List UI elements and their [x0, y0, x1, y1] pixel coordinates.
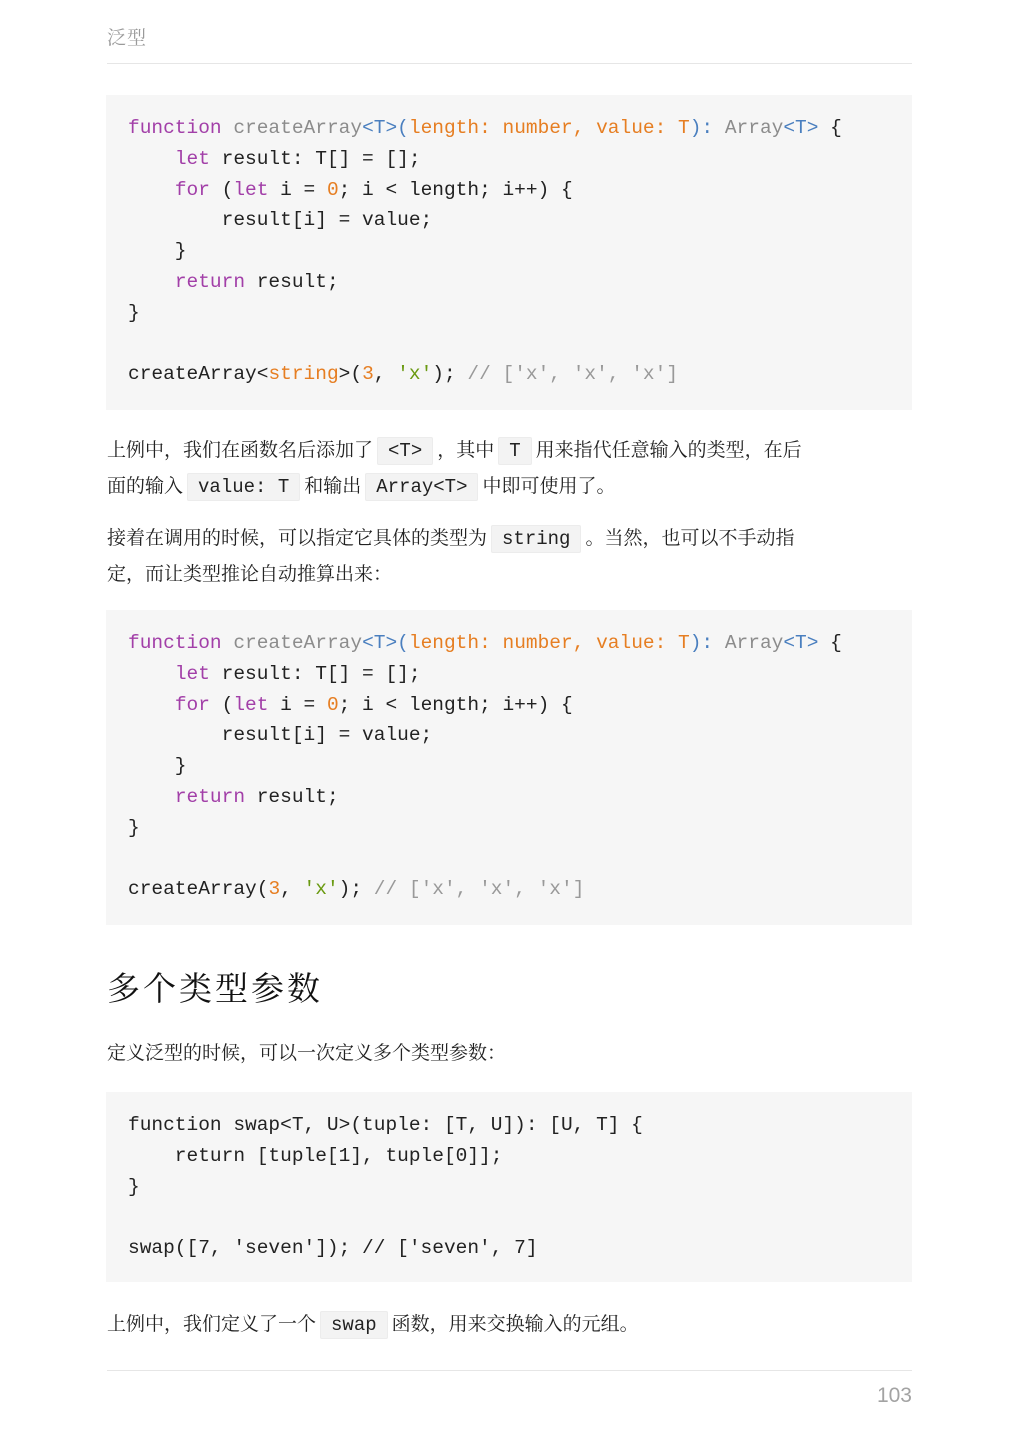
running-header-title: 泛型 — [107, 27, 148, 49]
paragraph-multi-params: 定义泛型的时候，可以一次定义多个类型参数： — [107, 1042, 507, 1064]
code-line: return result; — [174, 786, 339, 808]
text-span: 用来指代任意输入的类型，在后 — [535, 439, 802, 461]
paragraph-line: 定，而让类型推论自动推算出来： — [107, 563, 393, 585]
code-line: return result; — [174, 271, 339, 293]
code-line: } — [128, 301, 140, 324]
code-line: result[i] = value; — [128, 724, 433, 747]
code-line: createArray<string>(3, 'x'); // ['x', 'x', 'x'] — [128, 363, 679, 386]
paragraph-type-inference — [107, 521, 912, 592]
code-line: let result: T[] = []; — [174, 662, 421, 685]
text-span: 上例中，我们在函数名后添加了 — [107, 439, 374, 461]
code-line: return [tuple[1], tuple[0]]; — [128, 1144, 503, 1167]
code-line: createArray(3, 'x'); // ['x', 'x', 'x'] — [128, 878, 585, 901]
code-block-create-array-inferred — [106, 610, 912, 925]
code-line: } — [128, 755, 187, 778]
header-divider — [107, 63, 912, 64]
inline-code: value: T — [187, 473, 300, 501]
code-line: swap([7, 'seven']); // ['seven', 7] — [128, 1237, 538, 1260]
inline-code: Array<T> — [365, 473, 478, 501]
code-line: for (let i = 0; i < length; i++) { — [174, 693, 573, 716]
text-span: 面的输入 — [107, 475, 184, 497]
text-span: ，其中 — [437, 439, 495, 461]
page-number: 103 — [876, 1384, 912, 1407]
code-line: function swap<T, U>(tuple: [T, U]): [U, T] { — [128, 1114, 643, 1136]
inline-code: string — [491, 525, 581, 553]
code-line: function createArray<T>(length: number, value: T): Array<T> { — [128, 117, 842, 139]
text-span: 和输出 — [304, 475, 362, 497]
code-line: } — [128, 240, 187, 263]
code-line: let result: T[] = []; — [174, 147, 421, 170]
section-heading: 多个类型参数 — [107, 969, 323, 1008]
code-block-swap — [106, 1092, 912, 1282]
text-span: 。当然，也可以不手动指 — [585, 527, 795, 549]
inline-code: swap — [320, 1311, 388, 1339]
inline-code: T — [498, 437, 531, 465]
text-span: 中即可使用了。 — [482, 475, 616, 497]
text-span: 上例中，我们定义了一个 — [107, 1313, 317, 1335]
paragraph-explain-type-param — [107, 433, 912, 505]
text-span: 函数，用来交换输入的元组。 — [391, 1313, 639, 1335]
paragraph-swap-explain — [107, 1307, 912, 1343]
text-span: 接着在调用的时候，可以指定它具体的类型为 — [107, 527, 488, 549]
code-block-create-array-explicit — [106, 95, 912, 410]
inline-code: <T> — [377, 437, 433, 465]
paragraph-line — [107, 433, 912, 469]
code-line: } — [128, 1175, 140, 1198]
footer-divider — [107, 1370, 912, 1371]
paragraph-line — [107, 521, 912, 557]
code-line: for (let i = 0; i < length; i++) { — [174, 178, 573, 201]
paragraph-line — [107, 469, 912, 505]
code-line: function createArray<T>(length: number, value: T): Array<T> { — [128, 632, 842, 654]
code-line: } — [128, 816, 140, 839]
code-line: result[i] = value; — [128, 209, 433, 232]
